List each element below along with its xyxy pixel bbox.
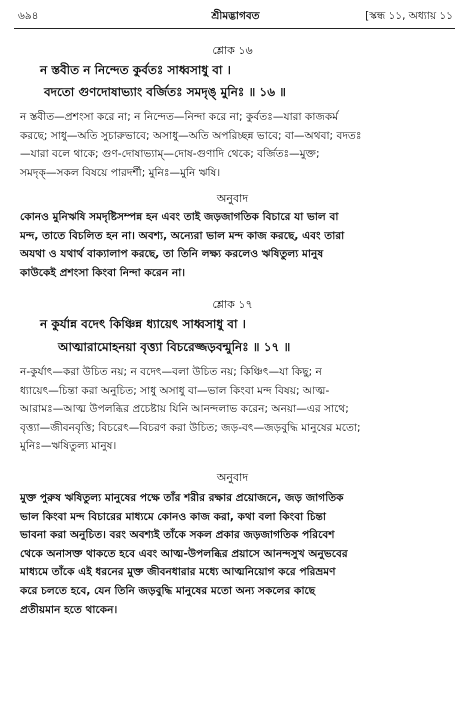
sloka-17-heading: শ্লোক ১৭: [212, 298, 253, 311]
translation-line: কাউকেই প্রশংসা কিংবা নিন্দা করেন না।: [20, 266, 186, 279]
synonym-line: করছে; সাধু—অতি সুচারুভাবে; অসাধু—অতি অপরিচ্ছন্ন ভাবে; বা—অথবা; বদতঃ: [20, 129, 362, 142]
synonym-line: —যারা বলে থাকে; গুণ-দোষাভ্যাম্—দোষ-গুণাদি থেকে; বর্জিতঃ—মুক্ত;: [20, 148, 320, 161]
translation-line: ভাবনা করা অনুচিত। বরং অবশ্যই তাঁকে সকল প্রকার জড়জাগতিক পরিবেশ: [20, 529, 335, 542]
translation-line: থেকে অনাসক্ত থাকতে হবে এবং আত্ম-উপলব্ধির প্রয়াসে আনন্দসুখ অনুভবের: [20, 547, 348, 560]
sloka-16-translation-heading: অনুবাদ: [216, 192, 249, 205]
translation-line: অযথা ও যথার্থ বাক্যালাপ করছে, তা তিনি লক্ষ্য করলেও ঋষিতুল্য মানুষ: [20, 248, 324, 261]
sloka-17-synonyms: [20, 363, 451, 456]
translation-line: প্রতীয়মান হতে থাকেন।: [20, 603, 118, 616]
translation-line: করে চলতে হবে, যেন তিনি জড়বুদ্ধি মানুষের মতো অন্য সকলের কাছে: [20, 584, 316, 597]
book-title: শ্রীমদ্ভাগবত: [211, 10, 260, 22]
translation-line: কোনও মুনিঋষি সমদৃষ্টিসম্পন্ন হন এবং তাই জড়জাগতিক বিচারে যা ভাল বা: [20, 211, 339, 223]
running-header: [18, 9, 453, 25]
synonym-line: ধ্যায়েৎ—চিন্তা করা অনুচিত; সাধু অসাধু বা—ভাল কিংবা মন্দ বিষয়; আত্ম-: [20, 384, 330, 397]
translation-line: মুক্ত পুরুষ ঋষিতুল্য মানুষের পক্ষে তাঁর শরীর রক্ষার প্রয়োজনে, জড় জাগতিক: [20, 492, 344, 504]
synonym-line: বৃত্ত্যা—জীবনবৃত্তি; বিচরেৎ—বিচরণ করা উচিত; জড়-বৎ—জড়বুদ্ধি মানুষের মতো;: [20, 421, 361, 434]
sloka-16-line-2: বদতো গুণদোষাভ্যাং বর্জিতঃ সমদৃঙ্ মুনিঃ ॥ ১৬ ॥: [44, 85, 286, 99]
translation-line: মন্দ, তাতে বিচলিত হন না। অবশ্য, অন্যেরা ভাল মন্দ কাজ করছে, এবং তারা: [20, 229, 345, 242]
sloka-16-translation: [20, 208, 451, 282]
sloka-16-heading: শ্লোক ১৬: [212, 44, 253, 57]
sloka-16-synonyms: [20, 108, 451, 182]
page-number: ৬৯৪: [18, 10, 39, 22]
synonym-line: সমদৃক্—সকল বিষয়ে পারদর্শী; মুনিঃ—মুনি ঋষি।: [20, 166, 221, 179]
header-rule: [14, 28, 455, 29]
sloka-17-line-1: ন কুর্যান্ন বদেৎ কিঞ্চিন্ন ধ্যায়েৎ সাধ্বসাধু বা ।: [40, 317, 246, 331]
section-label: [স্কন্ধ ১১, অধ্যায় ১১: [365, 10, 453, 22]
sloka-16-line-1: ন স্তবীত ন নিন্দেত কুর্বতঃ সাধ্বসাধু বা ।: [40, 63, 231, 77]
sloka-17-translation-heading: অনুবাদ: [216, 471, 249, 484]
synonym-line: আরামঃ—আত্ম উপলব্ধির প্রচেষ্টায় যিনি আনন্দলাভ করেন; অনয়া—এর সাথে;: [20, 403, 349, 416]
sloka-17-line-2: আত্মারামোহনয়া বৃত্ত্যা বিচরেজ্জড়বন্মুনিঃ ॥ ১৭ ॥: [58, 340, 291, 354]
translation-line: মাধ্যমে তাঁকে এই ধরনের মুক্ত জীবনধারার মধ্যে আত্মনিয়োগ করে পরিভ্রমণ: [20, 566, 336, 579]
synonym-line: ন-কুর্যাৎ—করা উচিত নয়; ন বদেৎ—বলা উচিত নয়; কিঞ্চিৎ—যা কিছু; ন: [20, 366, 322, 378]
translation-line: ভাল কিংবা মন্দ বিচারের মাধ্যমে কোনও কাজ করা, কথা বলা কিংবা চিন্তা: [20, 510, 327, 523]
synonym-line: ন স্তবীত—প্রশংসা করে না; ন নিন্দেত—নিন্দা করে না; কুর্বতঃ—যারা কাজকর্ম: [20, 111, 339, 123]
sloka-17-translation: [20, 489, 451, 619]
synonym-line: মুনিঃ—ঋষিতুল্য মানুষ।: [20, 440, 117, 453]
